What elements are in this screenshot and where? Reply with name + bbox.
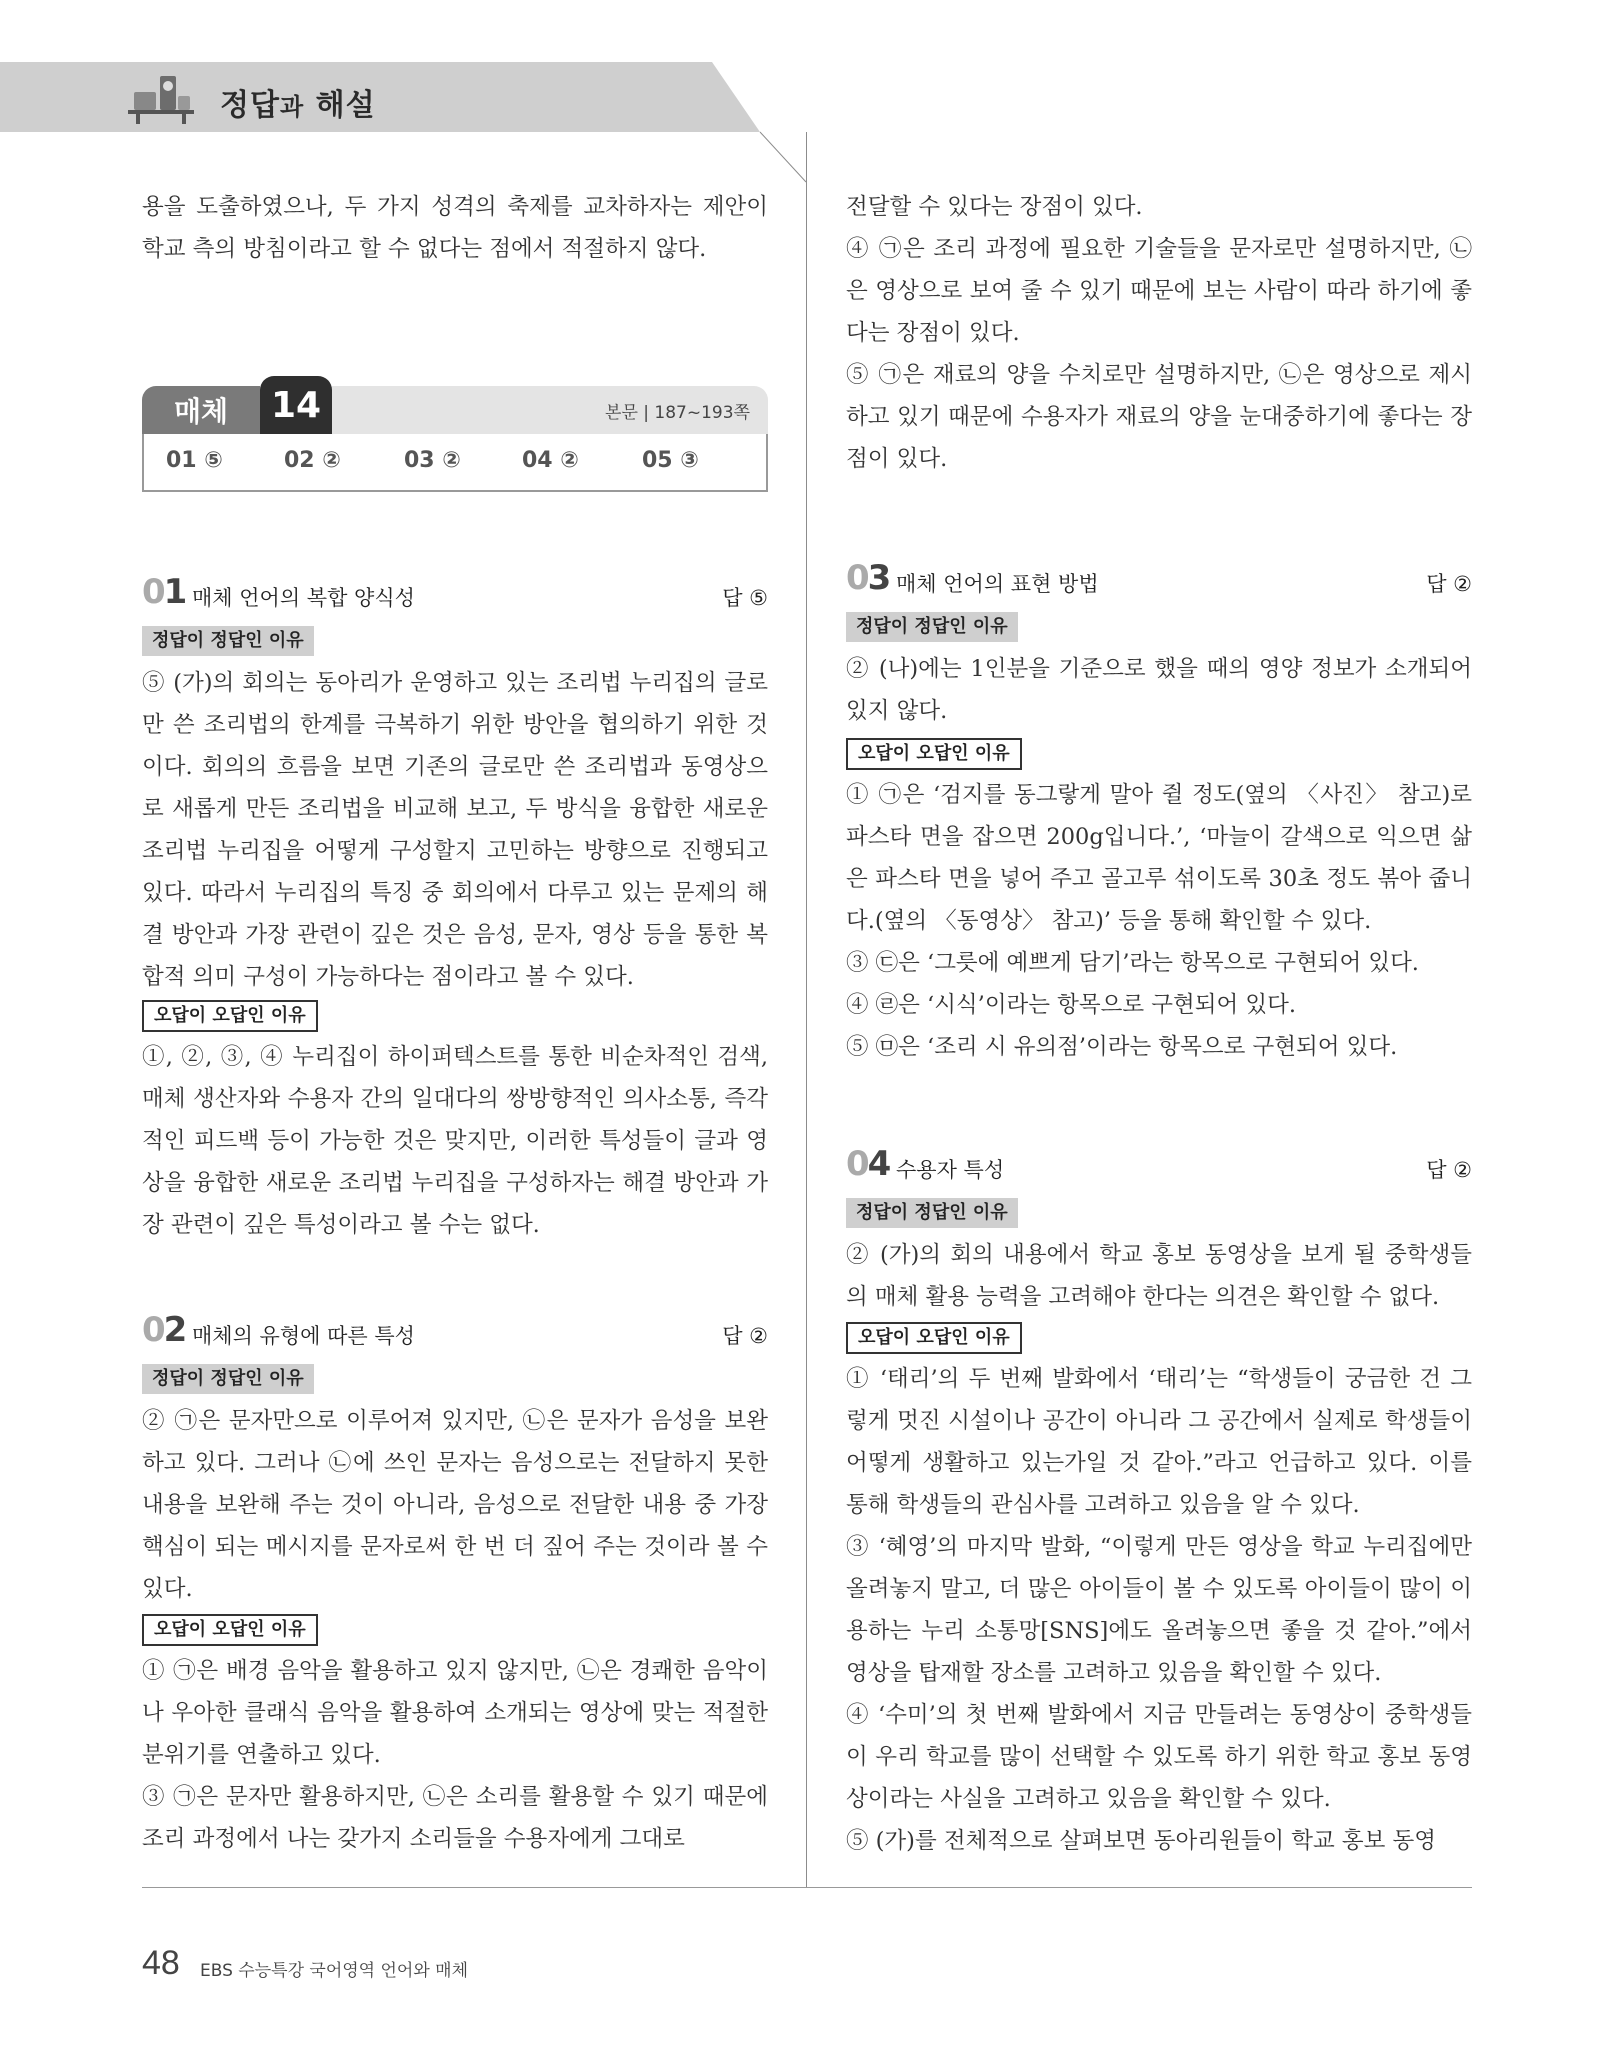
question-01-number: 01 [142,572,186,612]
page-title-end: 해설 [315,88,376,123]
question-03-answer: 답 ② [1426,572,1472,596]
answer-box [142,386,768,494]
answer-item-05: 05 ③ [642,448,699,473]
question-03-wrong-text: ① ㉠은 ‘검지를 동그랗게 말아 쥘 정도(옆의 〈사진〉 참고)로 파스타 면을 잡으면 200g입니다.’, ‘마늘이 갈색으로 익으면 삶은 파스타 면을 넣어 주고 골고루 섞이도록 30초 정도 볶아 줍니다.(옆의 〈동영상〉 참고)’ 등을 통해 확인할 수 있다. ③ ㉢은 ‘그릇에 예쁘게 담기’라는 항목으로 구현되어 있다. ④ ㉣은 ‘시식’이라는 항목으로 구현되어 있다. ⑤ ㉤은 ‘조리 시 유의점’이라는 항목으로 구현되어 있다. [846,782,1472,1060]
answer-box-tab-label: 매체 [142,386,260,434]
question-01-wrong-label: 오답이 오답인 이유 [142,1000,318,1032]
question-03-number: 03 [846,558,890,598]
question-03-wrong-label: 오답이 오답인 이유 [846,738,1022,770]
question-03-title: 매체 언어의 표현 방법 [896,572,1099,596]
answer-box-reference: 본문 | 187~193쪽 [605,403,750,423]
question-02-wrong-label: 오답이 오답인 이유 [142,1614,318,1646]
question-02-correct-text: ② ㉠은 문자만으로 이루어져 있지만, ㉡은 문자가 음성을 보완하고 있다. 그러나 ㉡에 쓰인 문자는 음성으로는 전달하지 못한 내용을 보완해 주는 것이 아니라, 음성으로 전달한 내용 중 가장 핵심이 되는 메시지를 문자로써 한 번 더 짚어 주는 것이라 볼 수 있다. [142,1408,768,1602]
question-02-answer: 답 ② [722,1324,768,1348]
left-intro-text: 용을 도출하였으나, 두 가지 성격의 축제를 교차하자는 제안이 학교 측의 방침이라고 할 수 없다는 점에서 적절하지 않다. [142,194,768,262]
question-04-title: 수용자 특성 [896,1158,1005,1182]
page-number: 48 [142,1944,180,1982]
answer-box-tab-number: 14 [260,376,332,434]
question-01-header [142,572,768,612]
right-intro-text: 전달할 수 있다는 장점이 있다. ④ ㉠은 조리 과정에 필요한 기술들을 문자로만 설명하지만, ㉡은 영상으로 보여 줄 수 있기 때문에 보는 사람이 따라 하기에 좋다는 장점이 있다. ⑤ ㉠은 재료의 양을 수치로만 설명하지만, ㉡은 영상으로 제시하고 있기 때문에 수용자가 재료의 양을 눈대중하기에 좋다는 장점이 있다. [846,194,1472,472]
question-04-correct-label: 정답이 정답인 이유 [846,1198,1018,1228]
answer-item-02: 02 ② [284,448,341,473]
answer-item-01: 01 ⑤ [166,448,223,473]
column-divider [806,132,807,1887]
answer-item-04: 04 ② [522,448,579,473]
question-04-header [846,1144,1472,1184]
question-01-wrong-text: ①, ②, ③, ④ 누리집이 하이퍼텍스트를 통한 비순차적인 검색, 매체 생산자와 수용자 간의 일대다의 쌍방향적인 의사소통, 즉각적인 피드백 등이 가능한 것은 맞지만, 이러한 특성들이 글과 영상을 융합한 새로운 조리법 누리집을 구성하자는 해결 방안과 가장 관련이 깊은 특성이라고 볼 수는 없다. [142,1044,768,1238]
footer-book-title: EBS 수능특강 국어영역 언어와 매체 [200,1961,468,1981]
question-02-title: 매체의 유형에 따른 특성 [192,1324,415,1348]
footer-divider [142,1887,1472,1888]
question-04-number: 04 [846,1144,890,1184]
question-02-number: 02 [142,1310,186,1350]
question-02-wrong-text: ① ㉠은 배경 음악을 활용하고 있지 않지만, ㉡은 경쾌한 음악이나 우아한 클래식 음악을 활용하여 소개되는 영상에 맞는 적절한 분위기를 연출하고 있다. ③ ㉠은 문자만 활용하지만, ㉡은 소리를 활용할 수 있기 때문에 조리 과정에서 나는 갖가지 소리들을 수용자에게 그대로 [142,1658,768,1852]
question-04-correct-text: ② (가)의 회의 내용에서 학교 홍보 동영상을 보게 될 중학생들의 매체 활용 능력을 고려해야 한다는 의견은 확인할 수 없다. [846,1242,1472,1310]
question-04-wrong-label: 오답이 오답인 이유 [846,1322,1022,1354]
question-02-correct-label: 정답이 정답인 이유 [142,1364,314,1394]
question-01-answer: 답 ⑤ [722,586,768,610]
question-01-correct-text: ⑤ (가)의 회의는 동아리가 운영하고 있는 조리법 누리집의 글로만 쓴 조리법의 한계를 극복하기 위한 방안을 협의하기 위한 것이다. 회의의 흐름을 보면 기존의 글로만 쓴 조리법과 동영상으로 새롭게 만든 조리법을 비교해 보고, 두 방식을 융합한 새로운 조리법 누리집을 어떻게 구성할지 고민하는 방향으로 진행되고 있다. 따라서 누리집의 특징 중 회의에서 다루고 있는 문제의 해결 방안과 가장 관련이 깊은 것은 음성, 문자, 영상 등을 통한 복합적 의미 구성이 가능하다는 점이라고 볼 수 있다. [142,670,768,990]
page-title-main: 정답 [220,88,280,123]
question-01-correct-label: 정답이 정답인 이유 [142,626,314,656]
page-title-connector: 과 [279,93,305,121]
question-04-wrong-text: ① ‘태리’의 두 번째 발화에서 ‘태리’는 “학생들이 궁금한 건 그렇게 멋진 시설이나 공간이 아니라 그 공간에서 실제로 학생들이 어떻게 생활하고 있는가일 것 같아.”라고 언급하고 있다. 이를 통해 학생들의 관심사를 고려하고 있음을 알 수 있다. ③ ‘혜영’의 마지막 발화, “이렇게 만든 영상을 학교 누리집에만 올려놓지 말고, 더 많은 아이들이 볼 수 있도록 아이들이 많이 이용하는 누리 소통망[SNS]에도 올려놓으면 좋을 것 같아.”에서 영상을 탑재할 장소를 고려하고 있음을 확인할 수 있다. ④ ‘수미’의 첫 번째 발화에서 지금 만들려는 동영상이 중학생들이 우리 학교를 많이 선택할 수 있도록 하기 위한 학교 홍보 동영상이라는 사실을 고려하고 있음을 확인할 수 있다. ⑤ (가)를 전체적으로 살펴보면 동아리원들이 학교 홍보 동영 [846,1366,1472,1854]
answer-item-03: 03 ② [404,448,461,473]
question-03-header [846,558,1472,598]
question-03-correct-label: 정답이 정답인 이유 [846,612,1018,642]
chef-robot-icon [126,70,196,128]
question-02-header [142,1310,768,1350]
question-03-correct-text: ② (나)에는 1인분을 기준으로 했을 때의 영양 정보가 소개되어 있지 않다. [846,656,1472,724]
question-01-title: 매체 언어의 복합 양식성 [192,586,415,610]
answer-box-band [332,386,768,434]
page-title [220,80,376,124]
question-04-answer: 답 ② [1426,1158,1472,1182]
